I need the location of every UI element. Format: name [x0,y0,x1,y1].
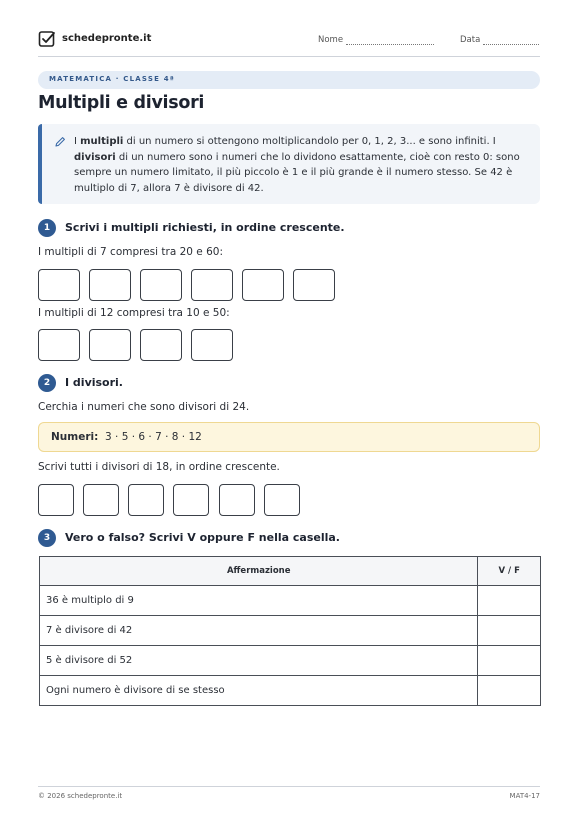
answer-box[interactable] [89,329,131,361]
vf-answer-cell[interactable] [478,646,541,676]
answer-box[interactable] [128,484,164,516]
page-header [38,30,540,57]
statement-cell: 36 è multiplo di 9 [40,586,478,616]
prompt-multiples-7: I multipli di 7 compresi tra 20 e 60: [38,246,224,258]
answer-box[interactable] [38,484,74,516]
answer-box[interactable] [38,269,80,301]
section-title: I divisori. [65,376,123,389]
answer-box[interactable] [140,329,182,361]
statement-cell: 7 è divisore di 42 [40,616,478,646]
answer-box[interactable] [191,329,233,361]
numbers-box [38,422,540,452]
statement-cell: 5 è divisore di 52 [40,646,478,676]
prompt-divisors-18: Scrivi tutti i divisori di 18, in ordine crescente. [38,461,280,473]
column-header-statement: Affermazione [40,557,478,586]
checkbox-logo-icon [38,30,56,48]
answer-box[interactable] [242,269,284,301]
subject-pill [38,71,540,89]
section-number: 1 [38,219,56,237]
answer-box[interactable] [219,484,255,516]
date-label: Data [460,35,481,45]
footer-copyright: © 2026 schedepronte.it [38,792,123,800]
section-1-header [38,219,438,237]
section-2-header [38,374,338,392]
page-title: Multipli e divisori [38,93,205,113]
table-row [40,586,541,616]
pencil-icon [54,136,66,148]
answer-box[interactable] [173,484,209,516]
column-header-vf: V / F [478,557,541,586]
footer-code: MAT4-17 [509,792,540,800]
answer-box[interactable] [89,269,131,301]
date-field[interactable] [460,35,539,45]
vf-answer-cell[interactable] [478,586,541,616]
true-false-table [39,556,541,706]
answer-box[interactable] [140,269,182,301]
answer-row-divisors-18 [38,484,308,516]
answer-box[interactable] [293,269,335,301]
info-text: I multipli di un numero si ottengono moltiplicandolo per 0, 1, 2, 3... e sono infiniti. I divisori di un numero sono i numeri che lo dividono esattamente, cioè con resto 0: sono sempre un numero limitato, il più piccolo è 1 e il più grande è il numero stesso. Se 42 è multiplo di 7, allora 7 è divisore di 42. [74,136,520,194]
page-footer [38,786,540,800]
answer-box[interactable] [83,484,119,516]
vf-answer-cell[interactable] [478,616,541,646]
answer-row-multiples-12 [38,329,238,361]
table-row [40,616,541,646]
statement-cell: Ogni numero è divisore di se stesso [40,676,478,706]
vf-answer-cell[interactable] [478,676,541,706]
prompt-divisors-24: Cerchia i numeri che sono divisori di 24. [38,401,250,413]
numbers-label: Numeri: [51,431,99,443]
site-logo-text: schedepronte.it [62,33,152,44]
info-accent-bar [38,124,42,204]
answer-box[interactable] [38,329,80,361]
numbers-list[interactable]: 3 · 5 · 6 · 7 · 8 · 12 [105,431,202,443]
term-multipli: multipli [80,136,124,147]
answer-box[interactable] [264,484,300,516]
table-row [40,676,541,706]
term-divisori: divisori [74,151,116,163]
prompt-multiples-12: I multipli di 12 compresi tra 10 e 50: [38,307,230,319]
table-row [40,646,541,676]
section-title: Scrivi i multipli richiesti, in ordine crescente. [65,221,345,234]
section-3-header [38,529,438,547]
section-title: Vero o falso? Scrivi V oppure F nella casella. [65,531,340,544]
table-header-row [40,557,541,586]
name-field[interactable] [318,35,434,45]
name-label: Nome [318,35,344,45]
section-number: 2 [38,374,56,392]
answer-box[interactable] [191,269,233,301]
subject-label: MATEMATICA · CLASSE 4ª [49,75,175,83]
section-number: 3 [38,529,56,547]
answer-row-multiples-7 [38,269,338,301]
info-box [38,124,540,204]
